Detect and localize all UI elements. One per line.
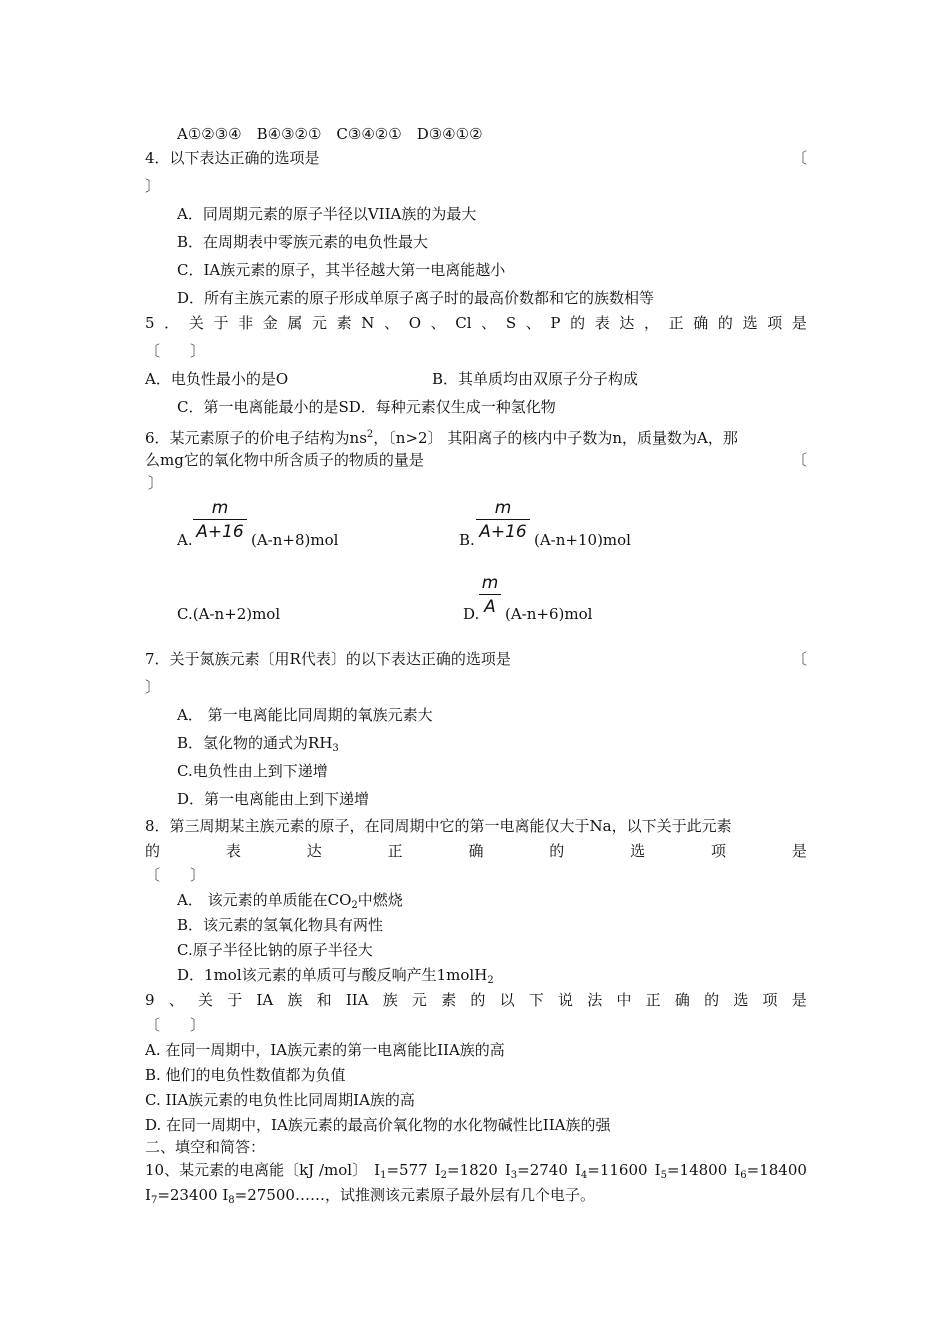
q9-stem-word: 下	[528, 991, 544, 1009]
q9-stem-word: 、	[168, 991, 184, 1009]
q9-stem-word: 的	[704, 991, 720, 1009]
q5-stem-word: 元	[312, 314, 328, 332]
q8-stem-word: 确	[468, 842, 484, 860]
q9-stem-word: 确	[674, 991, 690, 1009]
q8-stem-word: 达	[306, 842, 322, 860]
q5-stem-word: 素	[336, 314, 352, 332]
q8-option-b: B．该元素的氢氧化物具有两性	[177, 916, 384, 934]
q6-option-d-tail: (A-n+6)mol	[505, 605, 593, 623]
q10-word: 10、某元素的电离能〔kJ /mol〕	[145, 1161, 368, 1179]
q9-stem-word: 素	[441, 991, 457, 1009]
q5-stem-word: 关	[188, 314, 204, 332]
q10-word: $I_2=1820$	[434, 1161, 498, 1181]
q9-stem-word: 的	[470, 991, 486, 1009]
q5-stem-word: 金	[262, 314, 278, 332]
q6-option-b-tail: (A-n+10)mol	[534, 531, 631, 549]
q5-option-a: A．电负性最小的是O	[145, 370, 289, 388]
q9-stem-word: 和	[316, 991, 332, 1009]
q5-stem-word: 选	[742, 314, 758, 332]
q5-stem-word: 达	[619, 314, 635, 332]
q9-option-b: B. 他们的电负性数值都为负值	[145, 1066, 346, 1084]
q5-stem-word: 5	[145, 314, 155, 332]
q5-stem-word: Cl	[455, 314, 472, 332]
q9-option-c: C. IIA族元素的电负性比同周期IA族的高	[145, 1091, 415, 1109]
q10-word: $I_6=18400$	[734, 1161, 807, 1181]
q6-option-d-fraction: m A	[479, 572, 501, 619]
q6-option-a-label: A.	[177, 531, 193, 549]
q10-word: $I_1=577$	[374, 1161, 428, 1181]
q5-stem-word: 、	[430, 314, 446, 332]
q6-paren-close: 〕	[148, 474, 164, 492]
section-heading: 二、填空和简答：	[145, 1138, 266, 1156]
q5-stem-word: 表	[594, 314, 610, 332]
q9-stem-word: 选	[733, 991, 749, 1009]
q8-line2	[145, 841, 807, 861]
q5-stem-word: 非	[238, 314, 254, 332]
q5-stem-word: S	[505, 314, 517, 332]
q7-option-c: C.电负性由上到下递增	[177, 762, 328, 780]
q9-stem-word: 9	[145, 991, 155, 1009]
q9-stem-word: 中	[616, 991, 632, 1009]
q9-stem-word: 项	[762, 991, 778, 1009]
q6-paren-open: 〔	[792, 451, 808, 469]
q9-stem-word: 关	[197, 991, 213, 1009]
q9-stem-word: 族	[287, 991, 303, 1009]
q5-stem-word: 项	[767, 314, 783, 332]
q10-line2: $I_7=23400$ $I_8=27500\dots\dots$，试推测该元素原子最外层有几个电子。	[145, 1186, 595, 1206]
q4-paren-open: 〔	[792, 149, 808, 167]
q9-stem-word: 元	[411, 991, 427, 1009]
q5-stem-word: 确	[693, 314, 709, 332]
q9-stem-word: IIA	[345, 991, 369, 1009]
q5-option-cd: C．第一电离能最小的是SD．每种元素仅生成一种氢化物	[177, 398, 556, 416]
q8-stem-word: 选	[630, 842, 646, 860]
q9-stem-word: IA	[256, 991, 274, 1009]
q3-options: A①②③④ B④③②① C③④②① D③④①②	[177, 125, 483, 143]
q8-stem-word: 的	[549, 842, 565, 860]
q5-stem-word: 、	[384, 314, 400, 332]
q8-stem-word: 的	[145, 842, 161, 860]
q8-option-d: D．1mol该元素的单质可与酸反响产生1molH$_2$	[177, 966, 494, 986]
q8-stem-word: 是	[791, 842, 807, 860]
q8-stem-word: 正	[387, 842, 403, 860]
q7-stem: 7．关于氮族元素〔用R代表〕的以下表达正确的选项是	[145, 650, 511, 668]
q7-option-a: A． 第一电离能比同周期的氧族元素大	[177, 706, 433, 724]
q10-line1	[145, 1160, 807, 1186]
q5-stem	[145, 313, 807, 333]
q5-stem-word: N	[361, 314, 375, 332]
q5-stem-word: P	[550, 314, 561, 332]
q4-paren-close: 〕	[145, 177, 161, 195]
q6-option-b-label: B.	[459, 531, 475, 549]
q4-option-b: B．在周期表中零族元素的电负性最大	[177, 233, 429, 251]
q6-line2: 么mg它的氧化物中所含质子的物质的量是	[145, 451, 424, 469]
q6-option-a-tail: (A-n+8)mol	[251, 531, 339, 549]
q7-option-d: D．第一电离能由上到下递增	[177, 790, 370, 808]
q4-option-c: C．IA族元素的原子，其半径越大第一电离能越小	[177, 261, 506, 279]
q5-stem-word: 、	[525, 314, 541, 332]
q8-paren: 〔 〕	[145, 866, 206, 884]
q5-stem-word: 的	[717, 314, 733, 332]
q9-stem-word: 正	[645, 991, 661, 1009]
q5-stem-word: O	[408, 314, 421, 332]
q8-option-a: A． 该元素的单质能在$CO_2$中燃烧	[177, 891, 403, 911]
q10-word: $I_4=11600$	[574, 1161, 648, 1181]
q9-option-a: A. 在同一周期中，IA族元素的第一电离能比IIA族的高	[145, 1041, 505, 1059]
q9-stem-word: 以	[499, 991, 515, 1009]
q9-paren: 〔 〕	[145, 1016, 206, 1034]
q5-stem-word: ．	[164, 314, 180, 332]
q4-option-a: A．同周期元素的原子半径以VIIA族的为最大	[177, 205, 477, 223]
q6-option-c: C.(A-n+2)mol	[177, 605, 281, 623]
q10-word: $I_5=14800$	[654, 1161, 728, 1181]
q9-option-d: D. 在同一周期中，IA族元素的最高价氧化物的水化物碱性比IIA族的强	[145, 1116, 611, 1134]
q6-line1: 6．某元素原子的价电子结构为$ns^2$，〔n>2〕 其阳离子的核内中子数为n，质量数为A，那	[145, 429, 738, 447]
q9-stem-word: 于	[227, 991, 243, 1009]
q5-stem-word: 正	[668, 314, 684, 332]
q7-paren-open: 〔	[792, 650, 808, 668]
q7-option-b: B．氢化物的通式为$RH_3$	[177, 734, 339, 754]
q6-option-d-label: D.	[463, 605, 480, 623]
q9-stem-word: 是	[791, 991, 807, 1009]
q9-stem	[145, 990, 807, 1010]
q9-stem-word: 说	[558, 991, 574, 1009]
q5-stem-word: 属	[287, 314, 303, 332]
q5-stem-word: 、	[481, 314, 497, 332]
q10-word: $I_3=2740$	[504, 1161, 568, 1181]
q5-paren: 〔 〕	[145, 342, 206, 360]
q5-stem-word: ，	[644, 314, 660, 332]
q4-stem: 4．以下表达正确的选项是	[145, 149, 320, 167]
q5-option-b: B．其单质均由双原子分子构成	[432, 370, 639, 388]
q8-stem-word: 项	[711, 842, 727, 860]
q6-option-a-fraction: m A+16	[193, 497, 247, 544]
q5-stem-word: 于	[213, 314, 229, 332]
q8-line1: 8．第三周期某主族元素的原子，在同周期中它的第一电离能仅大于Na，以下关于此元素	[145, 817, 732, 835]
q8-stem-word: 表	[225, 842, 241, 860]
q5-stem-word: 是	[791, 314, 807, 332]
q9-stem-word: 族	[382, 991, 398, 1009]
q6-option-b-fraction: m A+16	[476, 497, 530, 544]
q5-stem-word: 的	[570, 314, 586, 332]
q8-option-c: C.原子半径比钠的原子半径大	[177, 941, 373, 959]
q7-paren-close: 〕	[145, 678, 161, 696]
q9-stem-word: 法	[587, 991, 603, 1009]
q4-option-d: D．所有主族元素的原子形成单原子离子时的最高价数都和它的族数相等	[177, 289, 655, 307]
